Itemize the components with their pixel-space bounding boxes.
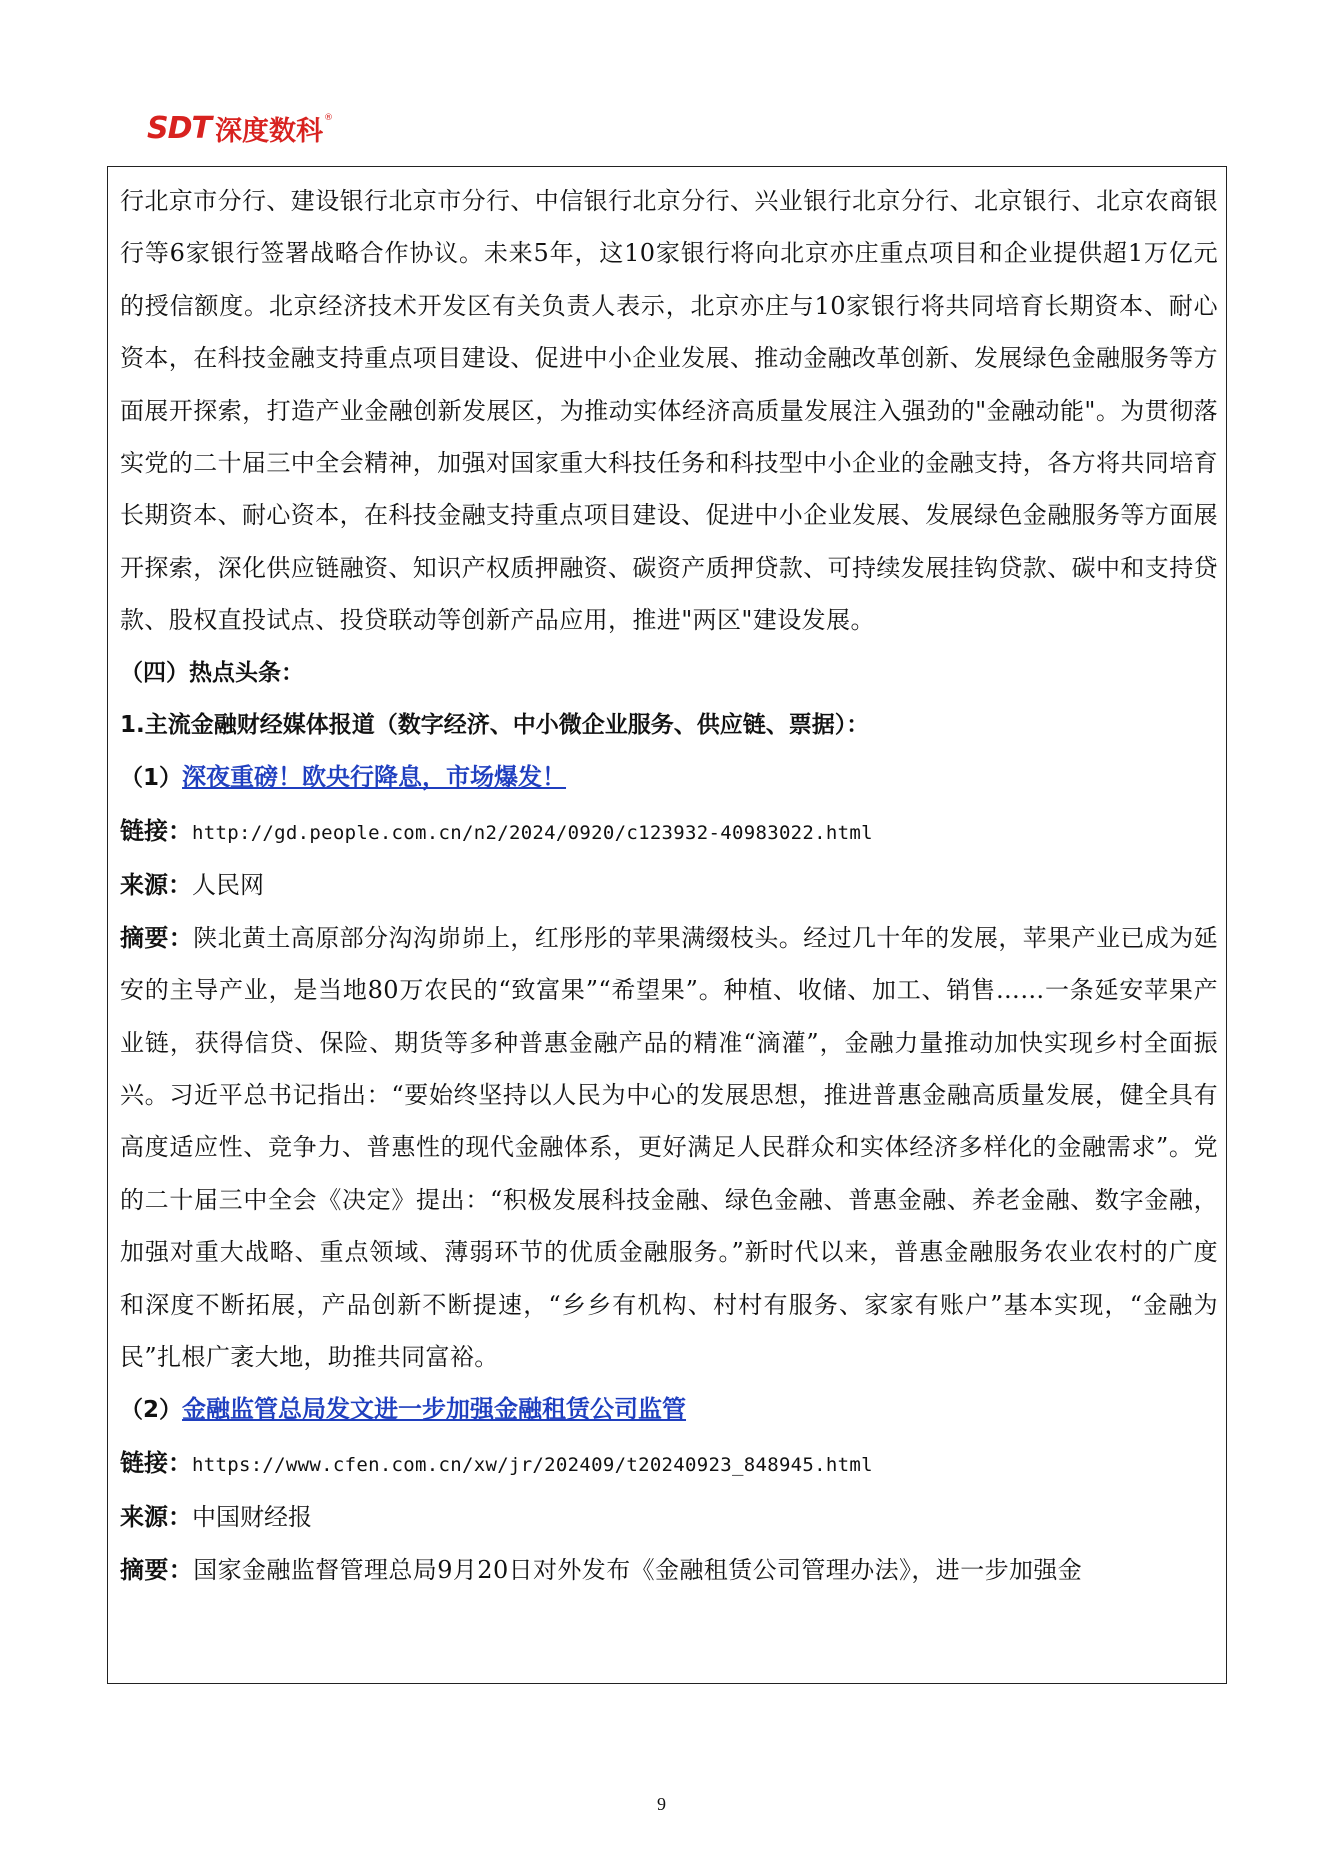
content-frame: [107, 166, 1227, 1684]
article-1-source: 人民网: [192, 871, 264, 900]
article-2-url[interactable]: https://www.cfen.com.cn/xw/jr/202409/t20240923_848945.html: [192, 1453, 873, 1476]
article-2-link-row: [120, 1437, 1218, 1491]
section-heading: （四）热点头条：: [120, 659, 304, 686]
article-2-source-row: [120, 1491, 1218, 1543]
content-body: [120, 175, 1218, 1596]
article-1-number: （1）: [120, 765, 183, 792]
page-number: 9: [657, 1794, 666, 1814]
article-1-summary: 陕北黄土高原部分沟沟峁峁上，红彤彤的苹果满缀枝头。经过几十年的发展，苹果产业已成为延安的主导产业，是当地80万农民的“致富果”“希望果”。种植、收储、加工、销售……一条延安苹果产业链，获得信贷、保险、期货等多种普惠金融产品的精准“滴灌”，金融力量推动加快实现乡村全面振兴。习近平总书记指出：“要始终坚持以人民为中心的发展思想，推进普惠金融高质量发展，健全具有高度适应性、竞争力、普惠性的现代金融体系，更好满足人民群众和实体经济多样化的金融需求”。党的二十届三中全会《决定》提出：“积极发展科技金融、绿色金融、普惠金融、养老金融、数字金融，加强对重大战略、重点领域、薄弱环节的优质金融服务。”新时代以来，普惠金融服务农业农村的广度和深度不断拓展，产品创新不断提速，“乡乡有机构、村村有服务、家家有账户”基本实现，“金融为民”扎根广袤大地，助推共同富裕。: [120, 923, 1218, 1371]
article-2-number: （2）: [120, 1397, 183, 1424]
article-1-url[interactable]: http://gd.people.com.cn/n2/2024/0920/c123932-40983022.html: [192, 821, 873, 844]
article-2-link-label: 链接：: [120, 1448, 192, 1477]
article-2-summary: 国家金融监督管理总局9月20日对外发布《金融租赁公司管理办法》，进一步加强金: [193, 1555, 1083, 1584]
article-1-link-label: 链接：: [120, 816, 192, 845]
intro-paragraph: 行北京市分行、建设银行北京市分行、中信银行北京分行、兴业银行北京分行、北京银行、北京农商银行等6家银行签署战略合作协议。未来5年，这10家银行将向北京亦庄重点项目和企业提供超1万亿元的授信额度。北京经济技术开发区有关负责人表示，北京亦庄与10家银行将共同培育长期资本、耐心资本，在科技金融支持重点项目建设、促进中小企业发展、推动金融改革创新、发展绿色金融服务等方面展开探索，打造产业金融创新发展区，为推动实体经济高质量发展注入强劲的"金融动能"。为贯彻落实党的二十届三中全会精神，加强对国家重大科技任务和科技型中小企业的金融支持，各方将共同培育长期资本、耐心资本，在科技金融支持重点项目建设、促进中小企业发展、发展绿色金融服务等方面展开探索，深化供应链融资、知识产权质押融资、碳资产质押贷款、可持续发展挂钩贷款、碳中和支持贷款、股权直投试点、投贷联动等创新产品应用，推进"两区"建设发展。: [120, 187, 1218, 635]
article-1-source-row: [120, 859, 1218, 911]
logo-chinese-text: 深度数科: [214, 115, 323, 147]
article-1-source-label: 来源：: [120, 871, 192, 900]
logo-latin-text: SDT: [147, 110, 211, 146]
registered-mark: ®: [323, 113, 333, 123]
article-1-title-row: [120, 751, 1218, 804]
article-2-source-label: 来源：: [120, 1503, 192, 1532]
article-1-title-link[interactable]: 深夜重磅！欧央行降息，市场爆发！: [182, 763, 567, 792]
article-2-summary-row: [120, 1544, 1218, 1596]
article-1-link-row: [120, 805, 1218, 859]
article-1-summary-label: 摘要：: [120, 923, 194, 952]
article-2-source: 中国财经报: [192, 1503, 312, 1532]
article-2-title-row: [120, 1383, 1218, 1436]
article-2-summary-label: 摘要：: [120, 1555, 194, 1584]
subsection-heading: 1.主流金融财经媒体报道（数字经济、中小微企业服务、供应链、票据）：: [120, 712, 870, 739]
article-1-summary-row: [120, 912, 1218, 1384]
article-2-title-link[interactable]: 金融监管总局发文进一步加强金融租赁公司监管: [182, 1395, 687, 1424]
company-logo: [147, 110, 333, 146]
